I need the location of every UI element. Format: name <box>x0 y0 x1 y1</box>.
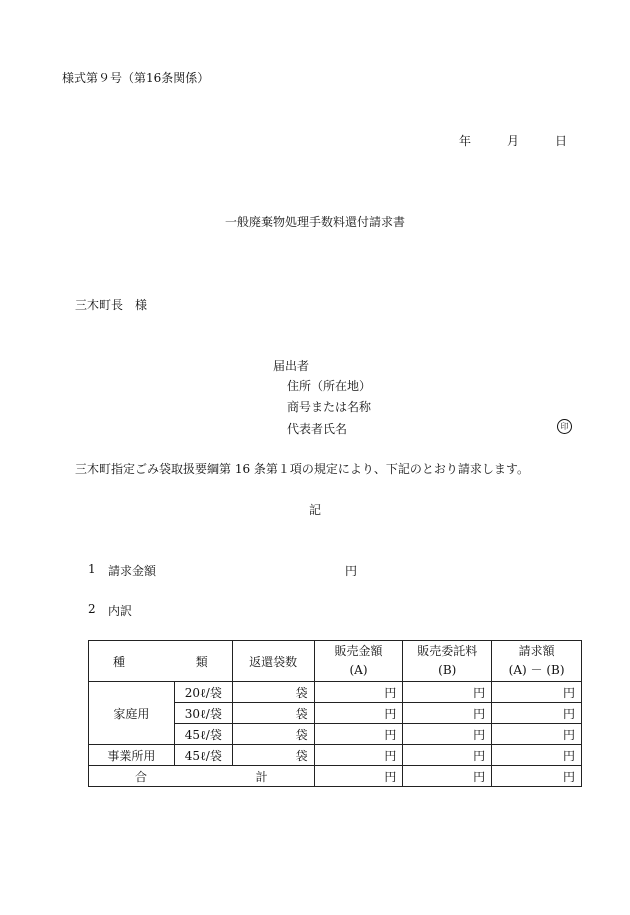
bag-size: 45ℓ/袋 <box>174 724 232 745</box>
header-commission <box>403 641 492 682</box>
date-year-label: 年 <box>459 134 472 148</box>
ki-heading: 記 <box>308 503 321 517</box>
breakdown-table <box>88 640 582 787</box>
business-label: 事業所用 <box>89 745 175 766</box>
header-claim-sub: (A) － (B) <box>508 663 565 677</box>
header-returned-bags: 返還袋数 <box>232 641 314 682</box>
address-label: 住所（所在地） <box>287 379 372 393</box>
header-sales-amount-sub: (A) <box>349 663 368 677</box>
total-claim: 円 <box>492 766 582 787</box>
claim-cell: 円 <box>492 703 582 724</box>
bag-size: 20ℓ/袋 <box>174 682 232 703</box>
commission-cell: 円 <box>403 682 492 703</box>
commission-cell: 円 <box>403 703 492 724</box>
total-row <box>89 766 582 787</box>
item1-number: 1 <box>88 562 96 576</box>
total-commission: 円 <box>403 766 492 787</box>
header-sales-amount-label: 販売金額 <box>334 644 383 658</box>
seal-mark: 印 <box>557 419 572 434</box>
header-kind-a: 種 <box>113 654 126 669</box>
header-sales-amount <box>314 641 403 682</box>
date-month-label: 月 <box>507 134 520 148</box>
item1-label: 請求金額 <box>108 564 157 578</box>
header-claim-label: 請求額 <box>518 644 555 658</box>
representative-label: 代表者氏名 <box>287 422 348 436</box>
sales-amount-cell: 円 <box>314 724 403 745</box>
total-label <box>89 766 315 787</box>
returned-bags-cell: 袋 <box>232 682 314 703</box>
sales-amount-cell: 円 <box>314 682 403 703</box>
returned-bags-cell: 袋 <box>232 724 314 745</box>
statement-text: 三木町指定ごみ袋取扱要綱第 16 条第１項の規定により、下記のとおり請求します。 <box>75 462 529 476</box>
table-row <box>89 682 582 703</box>
date-day-label: 日 <box>555 134 568 148</box>
table-header-row <box>89 641 582 682</box>
header-claim <box>492 641 582 682</box>
item2-label: 内訳 <box>108 604 133 618</box>
commission-cell: 円 <box>403 724 492 745</box>
form-number: 様式第９号（第16条関係） <box>62 71 210 85</box>
claim-cell: 円 <box>492 724 582 745</box>
sales-amount-cell: 円 <box>314 703 403 724</box>
sales-amount-cell: 円 <box>314 745 403 766</box>
addressee: 三木町長 様 <box>75 298 148 312</box>
header-commission-sub: (B) <box>438 663 457 677</box>
returned-bags-cell: 袋 <box>232 745 314 766</box>
applicant-label: 届出者 <box>273 359 310 373</box>
header-kind <box>89 641 233 682</box>
household-label: 家庭用 <box>89 682 175 745</box>
total-sales-amount: 円 <box>314 766 403 787</box>
trade-name-label: 商号または名称 <box>287 400 372 414</box>
returned-bags-cell: 袋 <box>232 703 314 724</box>
bag-size: 30ℓ/袋 <box>174 703 232 724</box>
claim-cell: 円 <box>492 682 582 703</box>
table-row <box>89 745 582 766</box>
total-label-a: 合 <box>135 769 148 784</box>
bag-size: 45ℓ/袋 <box>174 745 232 766</box>
commission-cell: 円 <box>403 745 492 766</box>
document-title: 一般廃棄物処理手数料還付請求書 <box>224 215 405 229</box>
total-label-b: 計 <box>255 769 268 784</box>
claim-cell: 円 <box>492 745 582 766</box>
header-kind-b: 類 <box>195 654 208 669</box>
item1-unit: 円 <box>345 564 358 578</box>
item2-number: 2 <box>88 602 96 616</box>
header-commission-label: 販売委託料 <box>417 644 478 658</box>
